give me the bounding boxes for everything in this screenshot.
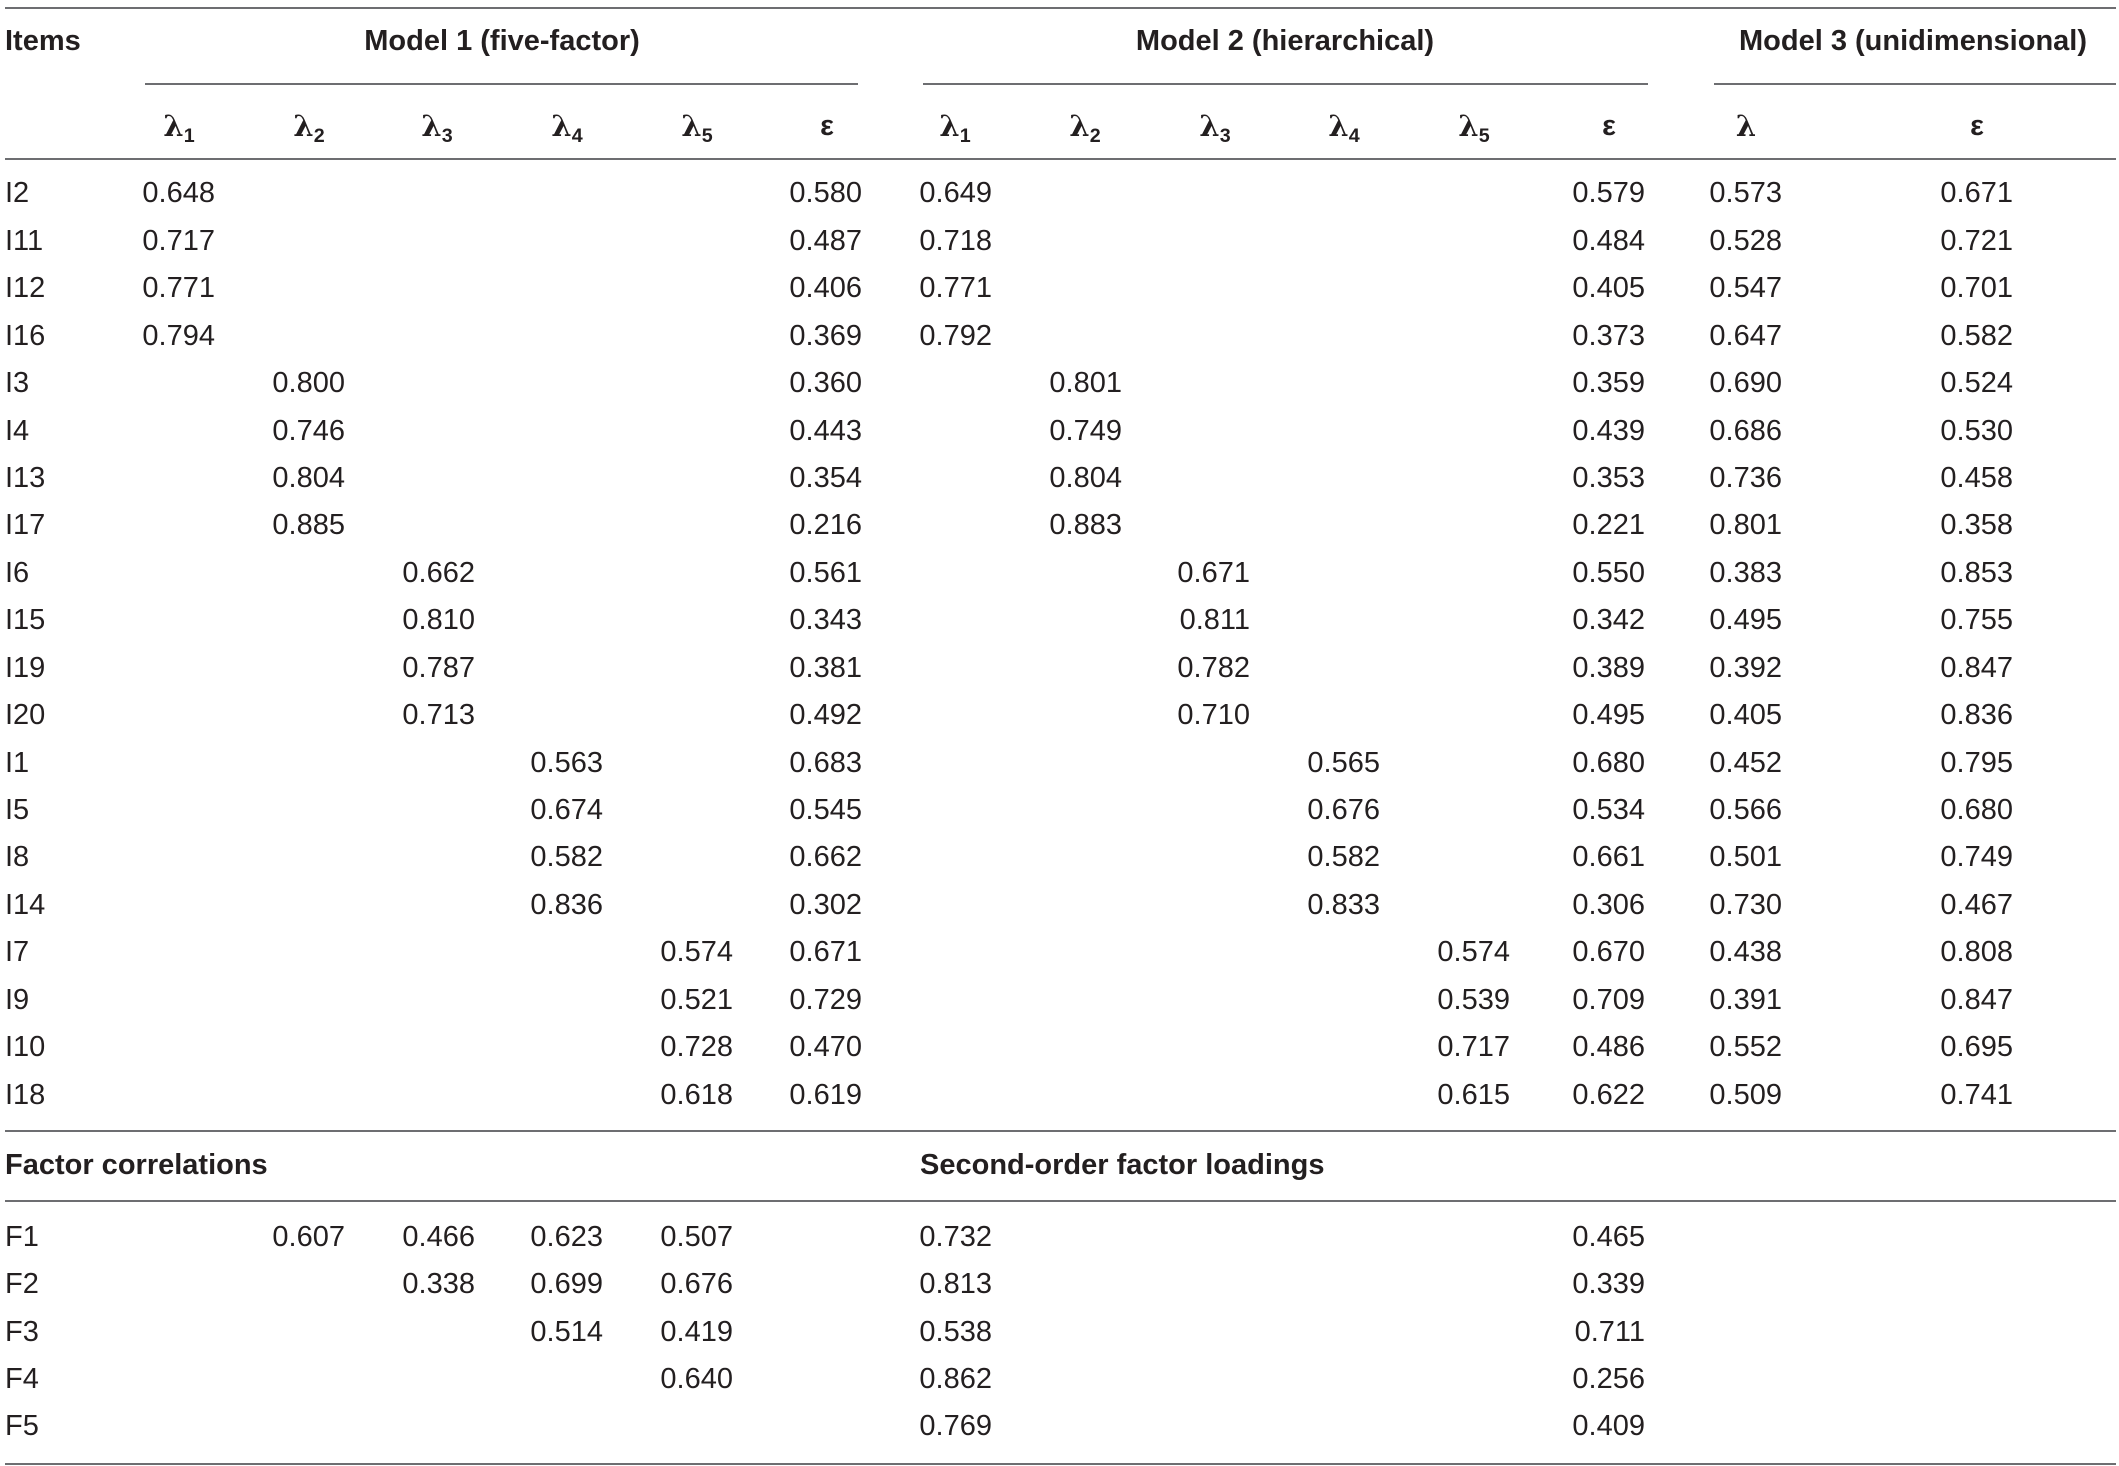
model2-loading: 0.792	[919, 320, 992, 352]
factor-label: F1	[5, 1221, 39, 1253]
model2-loading: 0.804	[1049, 462, 1122, 494]
model2-loading: 0.782	[1177, 652, 1250, 684]
model3-loading: 0.566	[1709, 794, 1782, 826]
factor-correlation: 0.623	[530, 1221, 603, 1253]
model2-lambda-1-header: $\lambda_1$	[939, 109, 971, 148]
model3-error: 0.755	[1940, 604, 2013, 636]
model1-error: 0.545	[789, 794, 862, 826]
factor-correlation: 0.699	[530, 1268, 603, 1300]
factor-correlations-title: Factor correlations	[5, 1149, 268, 1181]
model3-loading: 0.391	[1709, 984, 1782, 1016]
item-label: I16	[5, 320, 46, 352]
model2-error: 0.373	[1572, 320, 1645, 352]
model2-error: 0.534	[1572, 794, 1645, 826]
second-order-loadings-title: Second-order factor loadings	[920, 1149, 1325, 1181]
model1-error: 0.369	[789, 320, 862, 352]
model2-error: 0.709	[1572, 984, 1645, 1016]
model2-error: 0.484	[1572, 225, 1645, 257]
model1-loading: 0.618	[660, 1079, 733, 1111]
model2-loading: 0.574	[1437, 936, 1510, 968]
second-order-error: 0.339	[1572, 1268, 1645, 1300]
model3-loading: 0.501	[1709, 841, 1782, 873]
model1-loading: 0.662	[402, 557, 475, 589]
model2-error: 0.353	[1572, 462, 1645, 494]
items-header: Items	[5, 25, 81, 57]
model2-loading: 0.883	[1049, 509, 1122, 541]
model3-error: 0.847	[1940, 652, 2013, 684]
model3-error: 0.741	[1940, 1079, 2013, 1111]
model3-error: 0.458	[1940, 462, 2013, 494]
model3-loading: 0.405	[1709, 699, 1782, 731]
second-order-loading: 0.538	[919, 1316, 992, 1348]
model2-loading: 0.833	[1307, 889, 1380, 921]
factor-correlation: 0.466	[402, 1221, 475, 1253]
model1-loading: 0.574	[660, 936, 733, 968]
model1-error: 0.302	[789, 889, 862, 921]
factor-correlation: 0.640	[660, 1363, 733, 1395]
model1-loading: 0.771	[142, 272, 215, 304]
second-order-error: 0.256	[1572, 1363, 1645, 1395]
model3-error: 0.671	[1940, 177, 2013, 209]
model3-loading: 0.392	[1709, 652, 1782, 684]
factor-correlation: 0.338	[402, 1268, 475, 1300]
model2-loading: 0.749	[1049, 415, 1122, 447]
model1-loading: 0.836	[530, 889, 603, 921]
factor-correlation: 0.607	[272, 1221, 345, 1253]
second-order-error: 0.409	[1572, 1410, 1645, 1442]
model1-header: Model 1 (five-factor)	[364, 25, 640, 57]
model3-loading: 0.801	[1709, 509, 1782, 541]
model2-loading: 0.615	[1437, 1079, 1510, 1111]
model1-epsilon-header: ε	[820, 110, 834, 142]
factor-header-rule	[5, 1200, 2116, 1202]
model2-epsilon-header: ε	[1602, 110, 1616, 142]
model1-loading: 0.794	[142, 320, 215, 352]
model3-loading: 0.438	[1709, 936, 1782, 968]
model1-underline	[145, 83, 858, 85]
second-order-loading: 0.732	[919, 1221, 992, 1253]
model1-error: 0.580	[789, 177, 862, 209]
model1-loading: 0.810	[402, 604, 475, 636]
model3-error: 0.358	[1940, 509, 2013, 541]
model2-error: 0.579	[1572, 177, 1645, 209]
model1-error: 0.729	[789, 984, 862, 1016]
item-label: I13	[5, 462, 46, 494]
model3-error: 0.701	[1940, 272, 2013, 304]
model1-error: 0.343	[789, 604, 862, 636]
model1-loading: 0.728	[660, 1031, 733, 1063]
model2-error: 0.550	[1572, 557, 1645, 589]
model3-loading: 0.690	[1709, 367, 1782, 399]
factor-section-rule	[5, 1130, 2116, 1132]
model2-lambda-4-header: $\lambda_4$	[1328, 109, 1360, 148]
model2-loading: 0.565	[1307, 747, 1380, 779]
item-label: I12	[5, 272, 46, 304]
model3-loading: 0.573	[1709, 177, 1782, 209]
second-order-loading: 0.862	[919, 1363, 992, 1395]
second-order-loading: 0.769	[919, 1410, 992, 1442]
model1-loading: 0.713	[402, 699, 475, 731]
model1-loading: 0.800	[272, 367, 345, 399]
model2-underline	[923, 83, 1648, 85]
model3-loading: 0.495	[1709, 604, 1782, 636]
model2-error: 0.359	[1572, 367, 1645, 399]
model2-loading: 0.710	[1177, 699, 1250, 731]
model1-error: 0.216	[789, 509, 862, 541]
second-order-loading: 0.813	[919, 1268, 992, 1300]
model3-error: 0.836	[1940, 699, 2013, 731]
item-label: I18	[5, 1079, 46, 1111]
model3-loading: 0.452	[1709, 747, 1782, 779]
model3-loading: 0.383	[1709, 557, 1782, 589]
item-label: I1	[5, 747, 30, 779]
model2-error: 0.622	[1572, 1079, 1645, 1111]
model3-error: 0.721	[1940, 225, 2013, 257]
bottom-rule	[5, 1463, 2116, 1465]
model3-loading: 0.528	[1709, 225, 1782, 257]
top-rule	[5, 7, 2116, 9]
item-label: I15	[5, 604, 46, 636]
model2-loading: 0.717	[1437, 1031, 1510, 1063]
model2-error: 0.306	[1572, 889, 1645, 921]
model3-epsilon-header: ε	[1970, 110, 1984, 142]
model2-loading: 0.801	[1049, 367, 1122, 399]
model3-header: Model 3 (unidimensional)	[1738, 25, 2087, 57]
model3-error: 0.467	[1940, 889, 2013, 921]
model1-error: 0.487	[789, 225, 862, 257]
model3-loading: 0.730	[1709, 889, 1782, 921]
model1-loading: 0.582	[530, 841, 603, 873]
model2-error: 0.439	[1572, 415, 1645, 447]
model1-loading: 0.885	[272, 509, 345, 541]
model3-lambda-header: λ	[1735, 109, 1757, 143]
model3-error: 0.749	[1940, 841, 2013, 873]
model2-loading: 0.811	[1179, 604, 1250, 636]
model3-loading: 0.547	[1709, 272, 1782, 304]
model1-error: 0.470	[789, 1031, 862, 1063]
model2-error: 0.680	[1572, 747, 1645, 779]
factor-label: F3	[5, 1316, 39, 1348]
model3-error: 0.853	[1940, 557, 2013, 589]
model1-loading: 0.787	[402, 652, 475, 684]
item-label: I7	[5, 936, 30, 968]
model2-loading: 0.671	[1177, 557, 1250, 589]
model1-error: 0.561	[789, 557, 862, 589]
model1-loading: 0.521	[660, 984, 733, 1016]
item-label: I6	[5, 557, 30, 589]
model3-error: 0.847	[1940, 984, 2013, 1016]
model1-error: 0.492	[789, 699, 862, 731]
model2-loading: 0.676	[1307, 794, 1380, 826]
item-label: I8	[5, 841, 30, 873]
model1-lambda-1-header: $\lambda_1$	[163, 109, 195, 148]
model2-header: Model 2 (hierarchical)	[1135, 25, 1435, 57]
model2-error: 0.670	[1572, 936, 1645, 968]
factor-label: F4	[5, 1363, 39, 1395]
model2-error: 0.342	[1572, 604, 1645, 636]
model2-error: 0.221	[1572, 509, 1645, 541]
header-rule	[5, 158, 2116, 160]
model2-loading: 0.771	[919, 272, 992, 304]
factor-correlation: 0.676	[660, 1268, 733, 1300]
model3-loading: 0.736	[1709, 462, 1782, 494]
model2-error: 0.389	[1572, 652, 1645, 684]
model3-error: 0.695	[1940, 1031, 2013, 1063]
model1-error: 0.406	[789, 272, 862, 304]
model3-loading: 0.647	[1709, 320, 1782, 352]
model2-loading: 0.649	[919, 177, 992, 209]
model3-error: 0.808	[1940, 936, 2013, 968]
model3-loading: 0.509	[1709, 1079, 1782, 1111]
second-order-error: 0.465	[1572, 1221, 1645, 1253]
model3-error: 0.582	[1940, 320, 2013, 352]
model3-loading: 0.552	[1709, 1031, 1782, 1063]
factor-label: F2	[5, 1268, 39, 1300]
model3-loading: 0.686	[1709, 415, 1782, 447]
model1-error: 0.619	[789, 1079, 862, 1111]
model2-loading: 0.718	[919, 225, 992, 257]
factor-correlation: 0.419	[660, 1316, 733, 1348]
model1-error: 0.354	[789, 462, 862, 494]
model1-loading: 0.674	[530, 794, 603, 826]
model3-underline	[1714, 83, 2116, 85]
model2-lambda-2-header: $\lambda_2$	[1069, 109, 1101, 148]
model1-error: 0.683	[789, 747, 862, 779]
model1-loading: 0.648	[142, 177, 215, 209]
model2-lambda-3-header: $\lambda_3$	[1199, 109, 1231, 148]
item-label: I17	[5, 509, 46, 541]
model1-error: 0.671	[789, 936, 862, 968]
model1-lambda-4-header: $\lambda_4$	[551, 109, 583, 148]
item-label: I2	[5, 177, 30, 209]
model3-error: 0.795	[1940, 747, 2013, 779]
model3-error: 0.524	[1940, 367, 2013, 399]
model1-error: 0.443	[789, 415, 862, 447]
factor-correlation: 0.514	[530, 1316, 603, 1348]
model1-error: 0.381	[789, 652, 862, 684]
model1-loading: 0.563	[530, 747, 603, 779]
factor-label: F5	[5, 1410, 39, 1442]
factor-correlation: 0.507	[660, 1221, 733, 1253]
item-label: I19	[5, 652, 46, 684]
model1-lambda-2-header: $\lambda_2$	[293, 109, 325, 148]
model2-loading: 0.582	[1307, 841, 1380, 873]
model1-loading: 0.746	[272, 415, 345, 447]
model1-error: 0.662	[789, 841, 862, 873]
model2-error: 0.405	[1572, 272, 1645, 304]
item-label: I14	[5, 889, 46, 921]
model1-loading: 0.717	[142, 225, 215, 257]
item-label: I5	[5, 794, 30, 826]
model1-lambda-3-header: $\lambda_3$	[421, 109, 453, 148]
model1-lambda-5-header: $\lambda_5$	[681, 109, 713, 148]
second-order-error: 0.711	[1574, 1316, 1645, 1348]
item-label: I11	[5, 225, 44, 257]
model2-loading: 0.539	[1437, 984, 1510, 1016]
item-label: I9	[5, 984, 30, 1016]
model1-error: 0.360	[789, 367, 862, 399]
model2-error: 0.486	[1572, 1031, 1645, 1063]
item-label: I3	[5, 367, 30, 399]
model2-lambda-5-header: $\lambda_5$	[1458, 109, 1490, 148]
model2-error: 0.661	[1572, 841, 1645, 873]
model1-loading: 0.804	[272, 462, 345, 494]
item-label: I20	[5, 699, 46, 731]
model2-error: 0.495	[1572, 699, 1645, 731]
item-label: I4	[5, 415, 30, 447]
model3-error: 0.680	[1940, 794, 2013, 826]
item-label: I10	[5, 1031, 46, 1063]
model3-error: 0.530	[1940, 415, 2013, 447]
